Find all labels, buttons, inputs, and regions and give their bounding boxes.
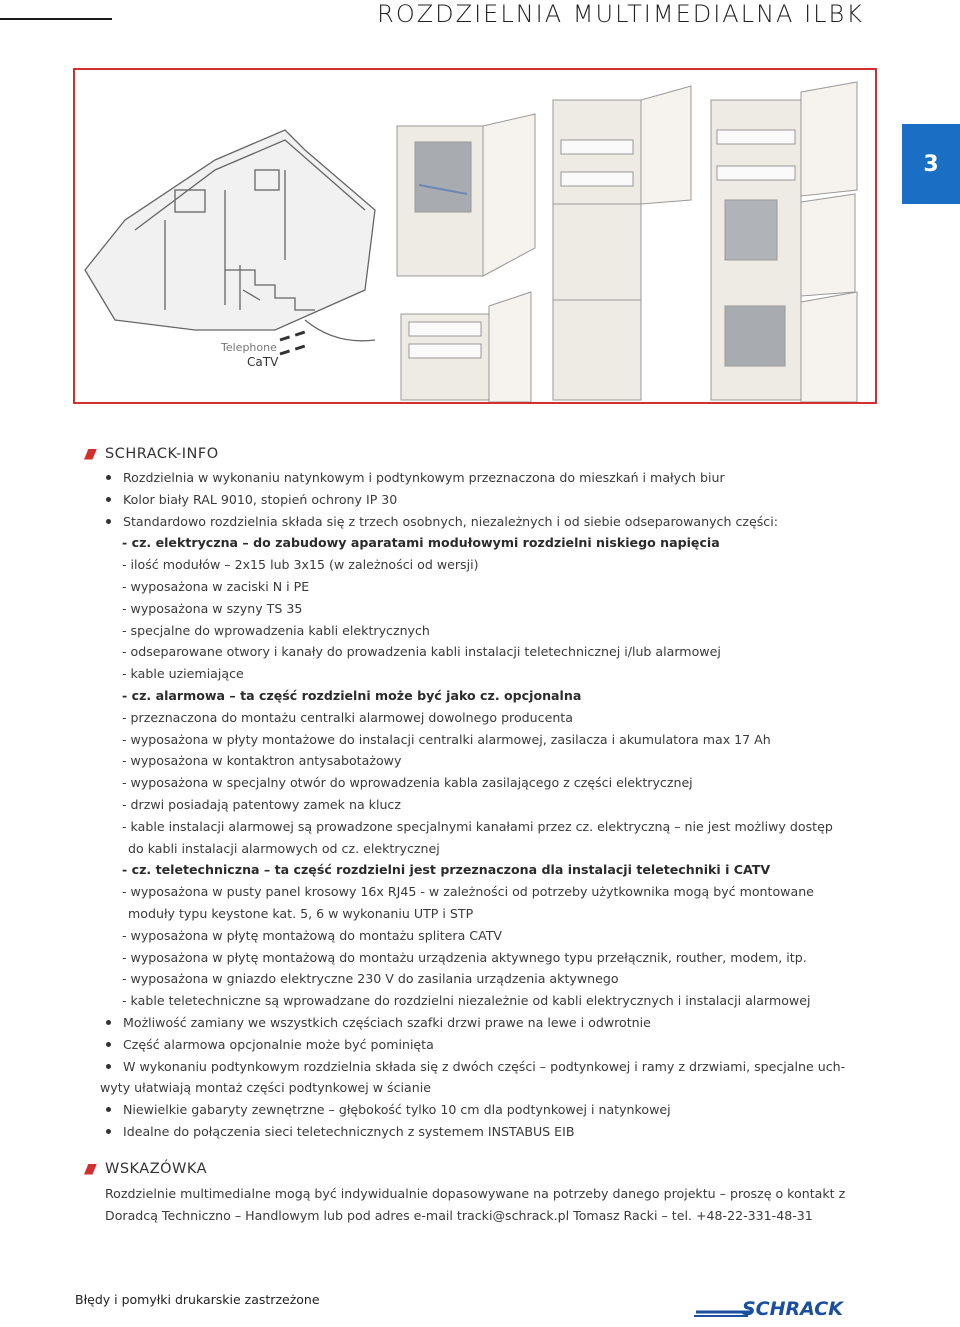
sub-item: - przeznaczona do montażu centralki alarmowej dowolnego producenta [122,709,573,725]
list-item: Kolor biały RAL 9010, stopień ochrony IP 30 [100,489,870,511]
wskazowka-body [105,1183,905,1227]
sub-item: - wyposażona w specjalny otwór do wprowadzenia kabla zasilającego z części elektrycznej [122,775,693,791]
sub-item: - specjalne do wprowadzenia kabli elektrycznych [122,622,430,638]
schrack-info-heading: SCHRACK-INFO [84,446,219,462]
list-item: Niewielkie gabaryty zewnętrzne – głębokość tylko 10 cm dla podtynkowej i natynkowej [100,1099,870,1121]
product-illustration [75,70,875,402]
cabinet-photo-left [397,114,535,276]
page-title: ROZDZIELNIA MULTIMEDIALNA ILBK [377,0,864,28]
section-marker-icon [84,449,97,460]
top-rule [0,18,112,20]
sub-item: - wyposażona w płytę montażową do montażu urządzenia aktywnego typu przełącznik, routher, modem, itp. [122,949,807,965]
note-line: Rozdzielnie multimedialne mogą być indywidualnie dopasowywane na potrzeby danego projektu – proszę o kontakt z [105,1186,846,1201]
cabinet-photo-right [711,82,857,402]
sub-item: - kable teletechniczne są wprowadzane do rozdzielni niezależnie od kabli elektrycznych i instalacji alarmowej [122,993,811,1009]
list-item: Możliwość zamiany we wszystkich częściach szafki drzwi prawe na lewe i odwrotnie [100,1012,870,1034]
sub-item: - wyposażona w zaciski N i PE [122,578,310,594]
logo-text: SCHRACK [742,1298,843,1320]
list-item: W wykonaniu podtynkowym rozdzielnia składa się z dwóch części – podtynkowej i ramy z drzwiami, specjalne uch- [100,1056,870,1078]
wskazowka-heading: WSKAZÓWKA [84,1161,207,1177]
sub-item: - kable uziemiające [122,666,244,682]
sub-item: - wyposażona w płytę montażową do montażu splitera CATV [122,927,503,943]
list-item: Idealne do połączenia sieci teletechnicznych z systemem INSTABUS EIB [100,1121,870,1143]
list-item-continuation: wyty ułatwiają montaż części podtynkowej w ścianie [100,1080,431,1096]
list-item: Część alarmowa opcjonalnie może być pominięta [100,1034,870,1056]
sub-item: - wyposażona w płyty montażowe do instalacji centralki alarmowej, zasilacza i akumulatora max 17 Ah [122,731,771,747]
sub-item: - wyposażona w szyny TS 35 [122,600,303,616]
list-item: Standardowo rozdzielnia składa się z trzech osobnych, niezależnych i od siebie odseparowanych części: [100,511,870,533]
sub-item: - drzwi posiadają patentowy zamek na klucz [122,796,401,812]
sub-heading: - cz. elektryczna – do zabudowy aparatami modułowymi rozdzielni niskiego napięcia [122,535,720,551]
page-number-tab: 3 [902,124,960,204]
product-figure [73,68,877,404]
house-sketch [85,130,375,354]
schrack-info-body [100,467,870,1143]
telephone-label: Telephone [221,341,277,354]
catv-label: CaTV [247,355,279,369]
list-item: Rozdzielnia w wykonaniu natynkowym i podtynkowym przeznaczona do mieszkań i małych biur [100,467,870,489]
schrack-logo [692,1296,876,1320]
sub-heading: - cz. teletechniczna – ta część rozdzielni jest przeznaczona dla instalacji teletechniki i CATV [122,862,771,878]
note-line: Doradcą Techniczno – Handlowym lub pod adres e-mail tracki@schrack.pl Tomasz Racki – tel. +48-22-331-48-31 [105,1208,813,1223]
footer-disclaimer: Błędy i pomyłki drukarskie zastrzeżone [75,1292,320,1307]
section-marker-icon [84,1164,97,1175]
sub-item-continuation: do kabli instalacji alarmowych od cz. elektrycznej [128,840,440,856]
sub-item: - wyposażona w kontaktron antysabotażowy [122,753,402,769]
sub-item: - wyposażona w pusty panel krosowy 16x RJ45 - w zależności od potrzeby użytkownika mogą być montowane [122,884,814,900]
sub-item-continuation: moduły typu keystone kat. 5, 6 w wykonaniu UTP i STP [128,905,474,921]
sub-item: - ilość modułów – 2x15 lub 3x15 (w zależności od wersji) [122,557,479,573]
sub-heading: - cz. alarmowa – ta część rozdzielni może być jako cz. opcjonalna [122,687,582,703]
sub-item: - wyposażona w gniazdo elektryczne 230 V do zasilania urządzenia aktywnego [122,971,619,987]
sub-item: - odseparowane otwory i kanały do prowadzenia kabli instalacji teletechnicznej i/lub alarmowej [122,644,721,660]
sub-item: - kable instalacji alarmowej są prowadzone specjalnymi kanałami przez cz. elektryczną – nie jest możliwy dostęp [122,818,833,834]
